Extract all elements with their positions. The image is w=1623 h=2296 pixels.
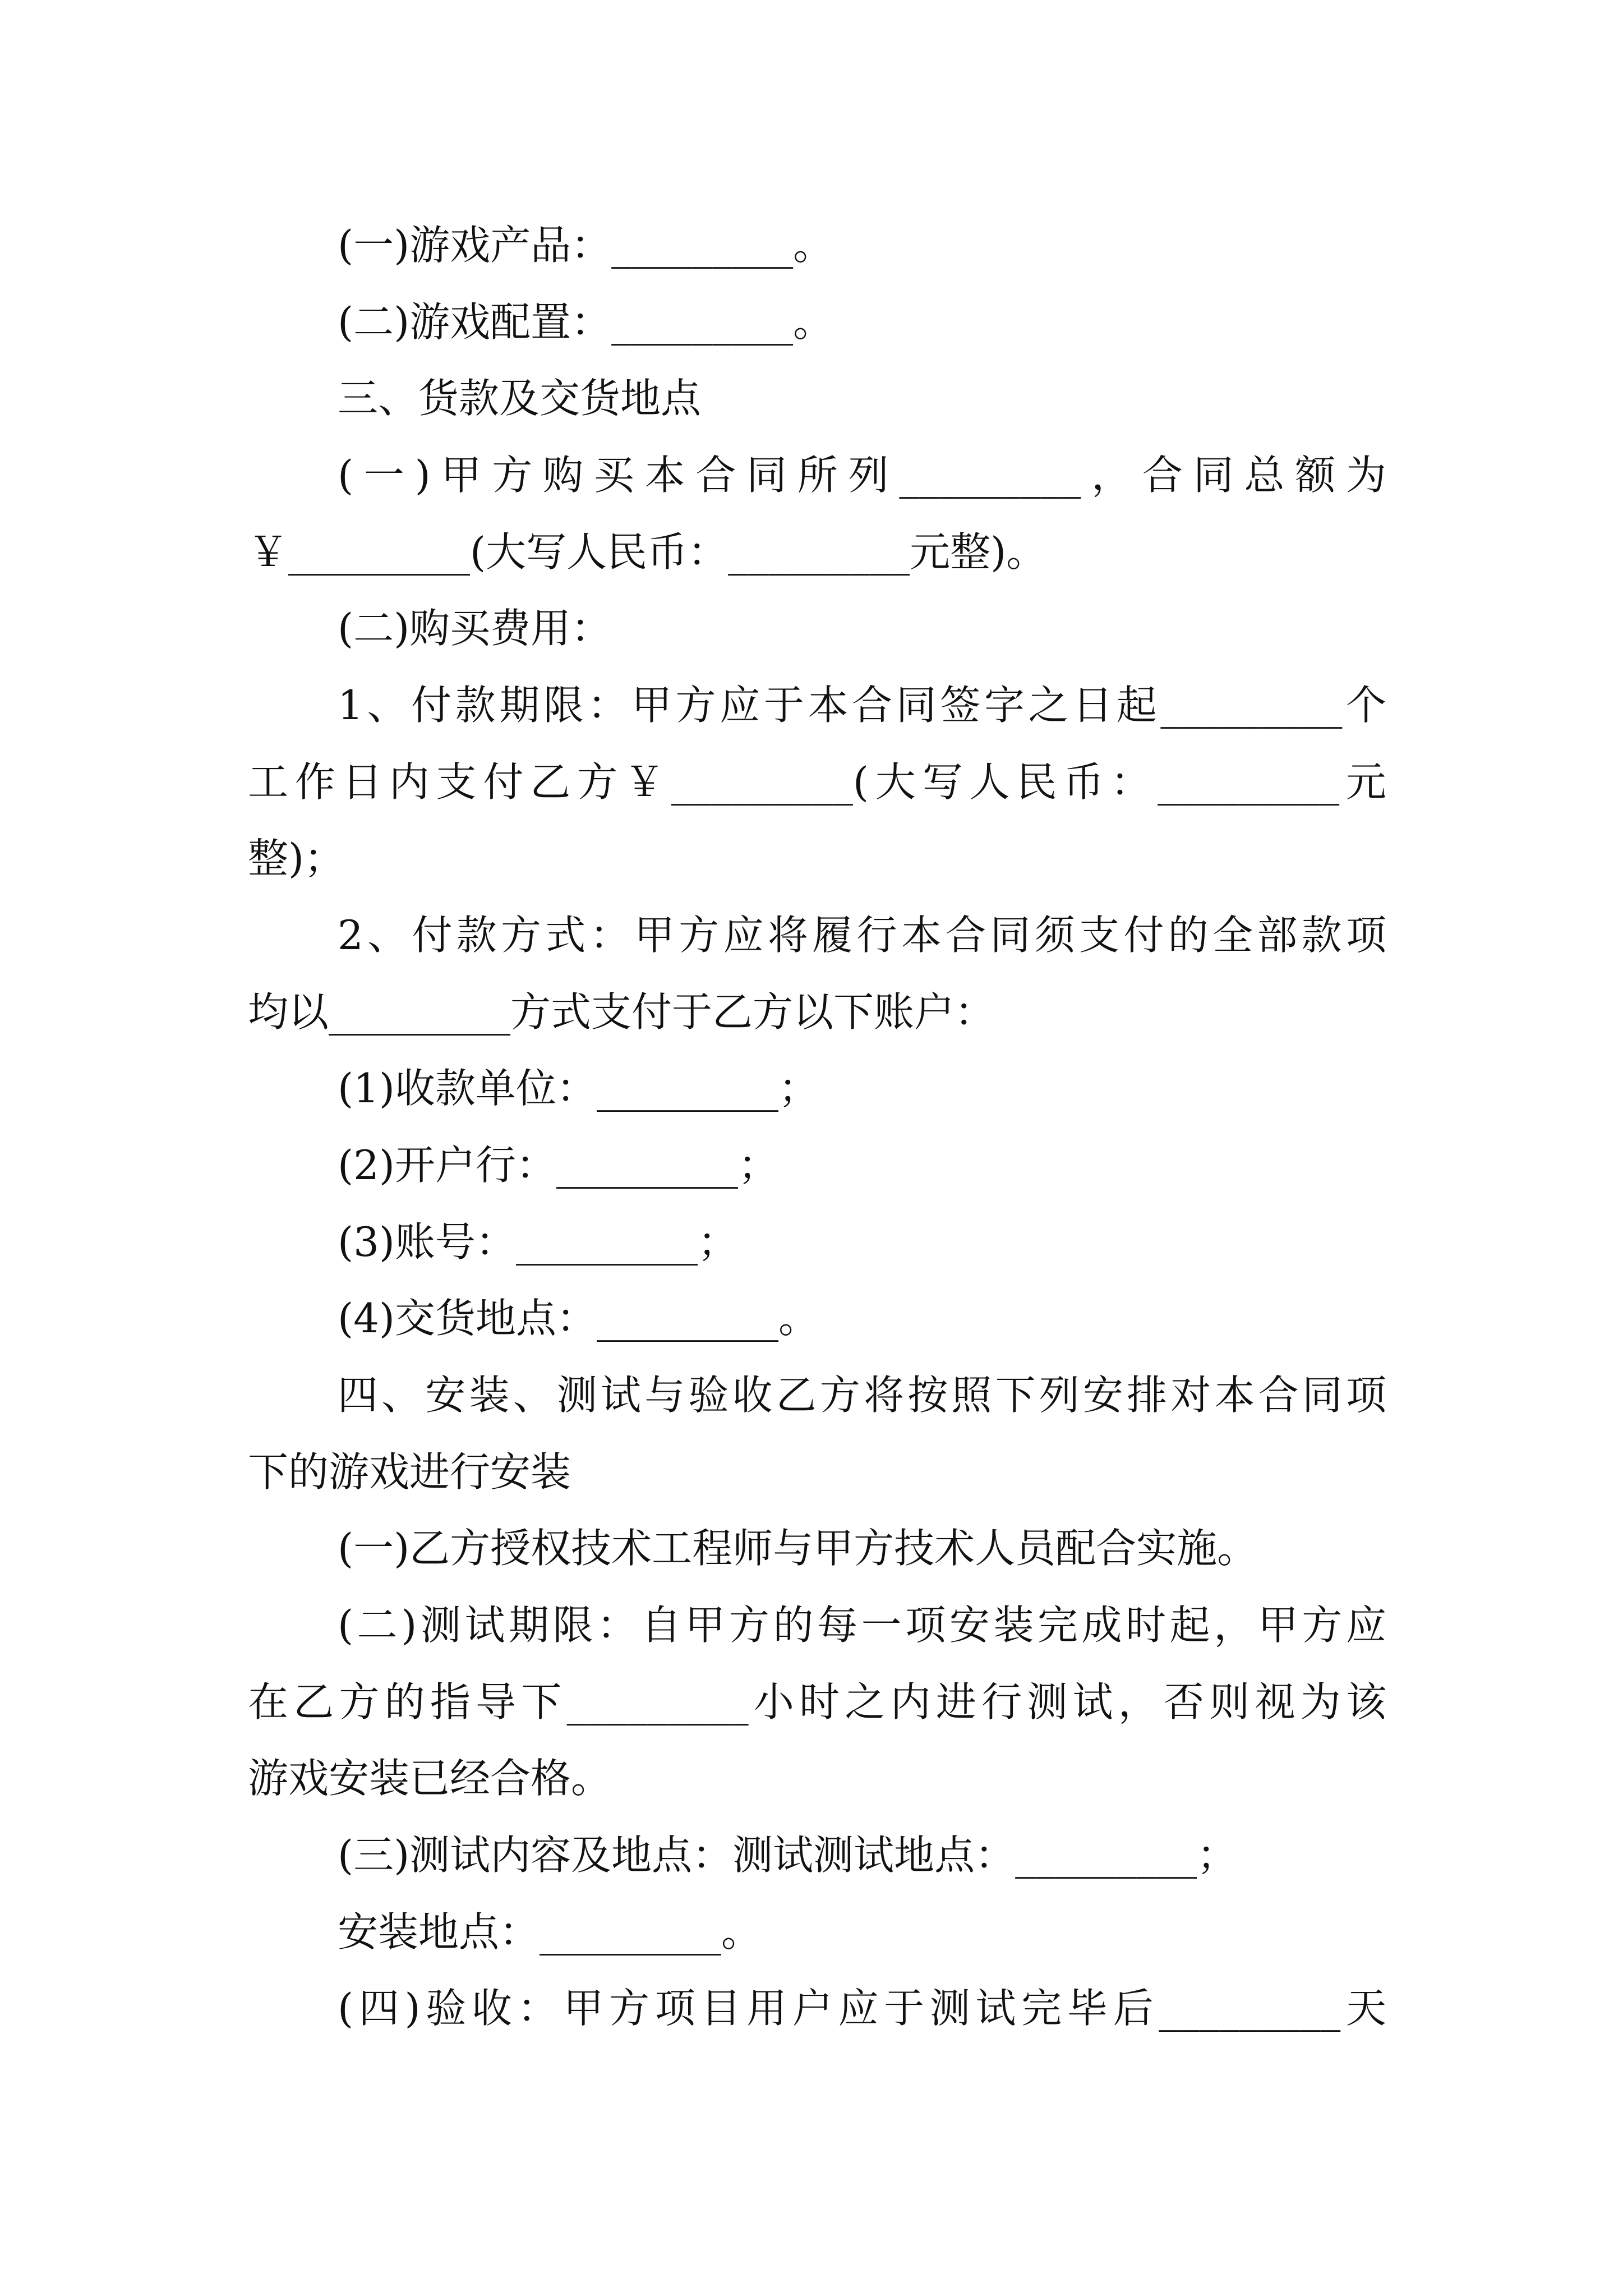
text-line: (3)账号：_________； [338, 1218, 738, 1266]
text-line: 下的游戏进行安装 [248, 1448, 571, 1496]
text-line: (二)购买费用： [338, 605, 612, 652]
text-line: (一)甲方购买本合同所列_________，合同总额为 [338, 452, 1386, 499]
text-line: 工作日内支付乙方￥_________(大写人民币：_________元 [248, 758, 1386, 806]
section-heading: 四、安装、测试与验收乙方将按照下列安排对本合同项 [338, 1372, 1386, 1419]
text-line: (二)游戏配置：_________。 [338, 298, 834, 346]
text-line: (1)收款单位：_________； [338, 1065, 819, 1112]
text-line: (一)乙方授权技术工程师与甲方技术人员配合实施。 [338, 1525, 1258, 1572]
section-heading: 三、货款及交货地点 [338, 375, 702, 422]
text-line: 游戏安装已经合格。 [248, 1755, 612, 1802]
text-line: (4)交货地点：_________。 [338, 1295, 819, 1342]
text-line: 整)； [248, 835, 345, 882]
text-line: 均以_________方式支付于乙方以下账户： [248, 988, 995, 1036]
text-line: 安装地点：_________。 [338, 1908, 762, 1955]
text-line: (四)验收：甲方项目用户应于测试完毕后_________天 [338, 1985, 1386, 2032]
text-line: 1、付款期限：甲方应于本合同签字之日起_________个 [338, 682, 1386, 729]
text-line: ￥_________(大写人民币：_________元整)。 [248, 528, 1047, 576]
text-line: (二)测试期限：自甲方的每一项安装完成时起，甲方应 [338, 1602, 1386, 1649]
text-line: 在乙方的指导下_________小时之内进行测试，否则视为该 [248, 1678, 1386, 1726]
text-line: (2)开户行：_________； [338, 1142, 778, 1189]
text-line: 2、付款方式：甲方应将履行本合同须支付的全部款项 [338, 912, 1386, 959]
text-line: (三)测试内容及地点：测试测试地点：_________； [338, 1832, 1238, 1879]
text-line: (一)游戏产品：_________。 [338, 222, 834, 269]
